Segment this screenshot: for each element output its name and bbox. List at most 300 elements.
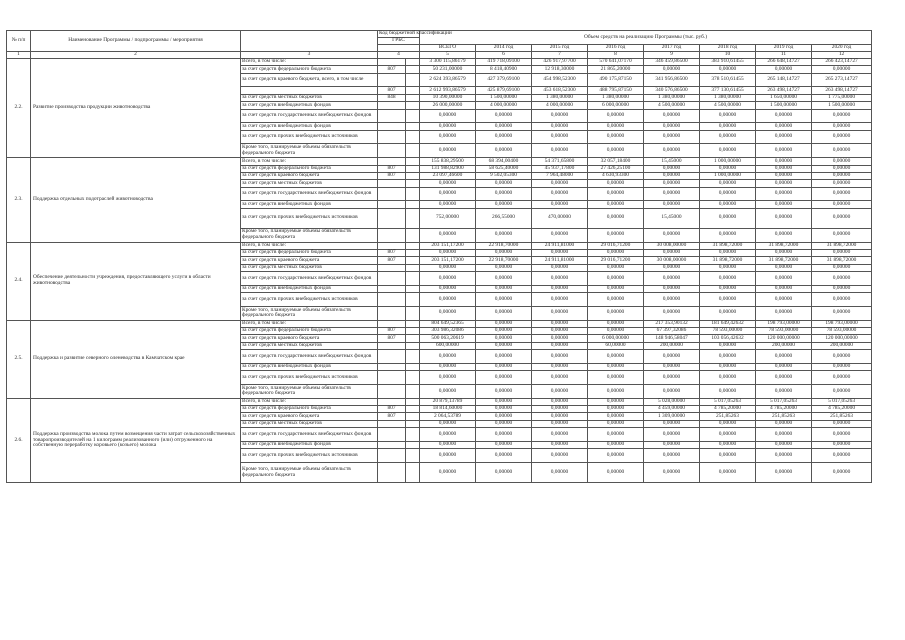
code-subcell	[406, 428, 420, 442]
funding-source: за счет средств внебюджетных фондов	[241, 102, 378, 109]
value-year: 377 130,61455	[700, 87, 756, 94]
value-year: 266,55000	[476, 208, 532, 228]
code-subcell	[406, 123, 420, 130]
value-year: 0,00000	[588, 271, 644, 285]
value-year: 7 964,48000	[532, 172, 588, 179]
code-subcell	[406, 363, 420, 370]
value-year: 0,00000	[812, 158, 872, 165]
value-year: 1 000,00000	[700, 158, 756, 165]
value-year: 4 000,00000	[532, 102, 588, 109]
funding-source: Всего, в том числе:	[241, 59, 378, 66]
value-year: 0,00000	[588, 406, 644, 413]
value-total: 2 612 993,86579	[420, 87, 476, 94]
funding-source: за счет средств местных бюджетов	[241, 94, 378, 101]
value-year: 0,00000	[532, 130, 588, 144]
value-year: 0,00000	[812, 66, 872, 73]
value-year: 0,00000	[644, 285, 700, 292]
value-total: 2 064,53789	[420, 413, 476, 420]
header-year: 2014 год	[476, 45, 532, 52]
value-year: 0,00000	[700, 208, 756, 228]
value-year: 0,00000	[476, 306, 532, 320]
value-year: 120 000,00000	[756, 335, 812, 342]
value-year: 0,00000	[812, 271, 872, 285]
value-year: 0,00000	[812, 201, 872, 208]
value-year: 0,00000	[644, 201, 700, 208]
value-year: 0,00000	[644, 420, 700, 427]
value-year: 0,00000	[812, 130, 872, 144]
value-year: 0,00000	[532, 463, 588, 483]
value-year: 378 510,61455	[700, 73, 756, 87]
funding-source: Кроме того, планируемые объемы обязательств федерального бюджета	[241, 144, 378, 158]
value-year: 1 380,00000	[532, 94, 588, 101]
value-year: 0,00000	[756, 130, 812, 144]
code-subcell	[406, 94, 420, 101]
grbs-code	[378, 123, 406, 130]
value-year: 0,00000	[700, 441, 756, 448]
section-number: 2.2.	[7, 59, 31, 158]
value-year: 78 593,00000	[700, 328, 756, 335]
value-year: 0,00000	[532, 187, 588, 201]
value-year: 0,00000	[532, 201, 588, 208]
table-row	[7, 158, 872, 165]
value-year: 0,00000	[588, 420, 644, 427]
column-number: 5	[420, 52, 476, 59]
value-year: 0,00000	[476, 384, 532, 398]
funding-source: за счет средств краевого бюджета	[241, 413, 378, 420]
value-year: 0,00000	[476, 441, 532, 448]
value-year: 0,00000	[756, 158, 812, 165]
code-subcell	[406, 201, 420, 208]
value-total: 0,00000	[420, 463, 476, 483]
value-year: 1 309,00000	[644, 413, 700, 420]
funding-source: за счет средств федерального бюджета	[241, 328, 378, 335]
grbs-code	[378, 228, 406, 242]
value-total: 26 000,00000	[420, 102, 476, 109]
value-year: 78 593,00000	[812, 328, 872, 335]
column-number: 10	[700, 52, 756, 59]
funding-source: Всего, в том числе:	[241, 158, 378, 165]
value-year: 0,00000	[700, 130, 756, 144]
value-year: 0,00000	[812, 208, 872, 228]
value-year: 0,00000	[588, 123, 644, 130]
value-year: 0,00000	[812, 285, 872, 292]
value-total: 0,00000	[420, 371, 476, 385]
value-year: 0,00000	[588, 180, 644, 187]
value-year: 0,00000	[476, 413, 532, 420]
value-year: 0,00000	[756, 428, 812, 442]
value-year: 0,00000	[756, 271, 812, 285]
value-year: 1 380,00000	[644, 94, 700, 101]
value-year: 4 500,00000	[644, 102, 700, 109]
value-year: 0,00000	[588, 350, 644, 364]
value-total: 0,00000	[420, 441, 476, 448]
value-year: 0,00000	[476, 371, 532, 385]
funding-source: за счет средств местных бюджетов	[241, 264, 378, 271]
value-year: 0,00000	[588, 187, 644, 201]
value-year: 0,00000	[700, 293, 756, 307]
value-year: 0,00000	[588, 463, 644, 483]
value-total: 0,00000	[420, 306, 476, 320]
value-year: 0,00000	[756, 363, 812, 370]
value-total: 0,00000	[420, 180, 476, 187]
value-year: 0,00000	[532, 384, 588, 398]
code-subcell	[406, 180, 420, 187]
value-year: 0,00000	[644, 123, 700, 130]
value-year: 22 918,70000	[476, 257, 532, 264]
value-year: 0,00000	[588, 293, 644, 307]
value-year: 0,00000	[532, 350, 588, 364]
document-page	[6, 30, 867, 622]
value-year: 0,00000	[532, 420, 588, 427]
value-year: 425 879,69100	[476, 87, 532, 94]
value-year: 4 630,93300	[588, 172, 644, 179]
value-year: 0,00000	[476, 328, 532, 335]
value-year: 31 898,72000	[756, 257, 812, 264]
value-year: 0,00000	[812, 428, 872, 442]
code-subcell	[406, 342, 420, 349]
value-year: 12 918,30000	[532, 66, 588, 73]
value-year: 200,00000	[644, 342, 700, 349]
grbs-code	[378, 187, 406, 201]
value-year: 0,00000	[644, 441, 700, 448]
value-year: 0,00000	[588, 109, 644, 123]
code-subcell	[406, 73, 420, 87]
funding-source: за счет средств прочих внебюджетных источников	[241, 293, 378, 307]
value-year: 0,00000	[756, 264, 812, 271]
value-year: 0,00000	[588, 413, 644, 420]
value-year: 0,00000	[756, 172, 812, 179]
value-year: 0,00000	[700, 249, 756, 256]
funding-source: за счет средств внебюджетных фондов	[241, 201, 378, 208]
value-year: 15,45000	[644, 158, 700, 165]
value-year: 5 017,05263	[812, 398, 872, 405]
code-subcell	[406, 228, 420, 242]
value-year: 0,00000	[756, 371, 812, 385]
value-year: 4 459,00000	[644, 406, 700, 413]
value-year: 0,00000	[812, 228, 872, 242]
value-year: 0,00000	[532, 413, 588, 420]
value-year: 0,00000	[588, 130, 644, 144]
section-number: 2.5.	[7, 320, 31, 398]
value-total: 20 879,13789	[420, 398, 476, 405]
value-year: 0,00000	[532, 342, 588, 349]
value-year: 1 650,00000	[756, 94, 812, 101]
table-row	[7, 59, 872, 66]
value-year: 0,00000	[812, 449, 872, 463]
value-year: 0,00000	[476, 249, 532, 256]
value-year: 0,00000	[588, 208, 644, 228]
value-year: 0,00000	[812, 144, 872, 158]
value-total: 0,00000	[420, 420, 476, 427]
value-year: 0,00000	[700, 228, 756, 242]
funding-source: за счет средств прочих внебюджетных источников	[241, 449, 378, 463]
value-year: 0,00000	[700, 180, 756, 187]
value-year: 0,00000	[644, 165, 700, 172]
value-year: 0,00000	[812, 363, 872, 370]
grbs-code: 807	[378, 335, 406, 342]
funding-source: за счет средств федерального бюджета	[241, 66, 378, 73]
value-year: 0,00000	[644, 306, 700, 320]
value-year: 0,00000	[644, 384, 700, 398]
value-year: 0,00000	[756, 449, 812, 463]
funding-source: за счет средств федерального бюджета	[241, 165, 378, 172]
code-subcell	[406, 208, 420, 228]
value-year: 9 502,05300	[476, 172, 532, 179]
section-name: Поддержка и развитие северного оленеводства в Камчатском крае	[31, 320, 241, 398]
code-subcell	[406, 130, 420, 144]
value-year: 0,00000	[532, 428, 588, 442]
value-year: 0,00000	[756, 285, 812, 292]
funding-source: Кроме того, планируемые объемы обязательств федерального бюджета	[241, 228, 378, 242]
value-year: 0,00000	[532, 293, 588, 307]
code-subcell	[406, 306, 420, 320]
value-year: 0,00000	[644, 66, 700, 73]
funding-source: за счет средств внебюджетных фондов	[241, 441, 378, 448]
code-subcell	[406, 406, 420, 413]
value-year: 0,00000	[476, 320, 532, 327]
value-year: 0,00000	[756, 144, 812, 158]
value-year: 0,00000	[812, 249, 872, 256]
value-year: 0,00000	[532, 320, 588, 327]
value-year: 0,00000	[476, 449, 532, 463]
code-subcell	[406, 285, 420, 292]
value-total: 0,00000	[420, 109, 476, 123]
header-year: 2018 год	[700, 45, 756, 52]
value-year: 0,00000	[588, 328, 644, 335]
value-year: 30 008,00000	[644, 257, 700, 264]
grbs-code	[378, 102, 406, 109]
code-subcell	[406, 271, 420, 285]
value-year: 0,00000	[476, 187, 532, 201]
value-year: 1 380,00000	[700, 94, 756, 101]
value-year: 0,00000	[532, 335, 588, 342]
value-total: 3 300 115,86179	[420, 59, 476, 66]
value-year: 0,00000	[700, 371, 756, 385]
value-total: 0,00000	[420, 271, 476, 285]
value-year: 6 000,00000	[588, 335, 644, 342]
column-number: 4	[378, 52, 420, 59]
value-year: 0,00000	[644, 144, 700, 158]
value-year: 0,00000	[588, 398, 644, 405]
value-year: 453 618,52300	[532, 87, 588, 94]
value-year: 0,00000	[644, 172, 700, 179]
value-year: 0,00000	[644, 228, 700, 242]
value-year: 454 998,52300	[532, 73, 588, 87]
column-number: 9	[644, 52, 700, 59]
value-year: 0,00000	[812, 293, 872, 307]
column-number: 2	[31, 52, 241, 59]
value-year: 0,00000	[700, 428, 756, 442]
code-subcell	[406, 242, 420, 249]
value-year: 0,00000	[476, 264, 532, 271]
value-year: 0,00000	[700, 264, 756, 271]
grbs-code: 807	[378, 165, 406, 172]
code-subcell	[406, 249, 420, 256]
value-year: 263 498,14727	[756, 87, 812, 94]
header-year: 2020 год	[812, 45, 872, 52]
value-year: 31 898,72000	[700, 242, 756, 249]
value-year: 426 917,97700	[532, 59, 588, 66]
value-year: 27 426,25100	[588, 165, 644, 172]
value-year: 0,00000	[532, 449, 588, 463]
code-subcell	[406, 413, 420, 420]
value-year: 0,00000	[476, 180, 532, 187]
column-number: 1	[7, 52, 31, 59]
funding-source: Кроме того, планируемые объемы обязательств федерального бюджета	[241, 306, 378, 320]
code-subcell	[406, 109, 420, 123]
column-number: 7	[532, 52, 588, 59]
column-number: 3	[241, 52, 378, 59]
grbs-code: 807	[378, 172, 406, 179]
value-year: 0,00000	[588, 384, 644, 398]
grbs-code	[378, 264, 406, 271]
grbs-code: 807	[378, 87, 406, 94]
value-year: 6 000,00000	[588, 102, 644, 109]
value-year: 0,00000	[532, 180, 588, 187]
code-subcell	[406, 87, 420, 94]
value-total: 0,00000	[420, 201, 476, 208]
value-year: 0,00000	[476, 130, 532, 144]
value-year: 24 911,81000	[532, 242, 588, 249]
value-year: 0,00000	[588, 285, 644, 292]
value-year: 0,00000	[756, 441, 812, 448]
value-year: 0,00000	[812, 165, 872, 172]
value-year: 200,00000	[812, 342, 872, 349]
funding-source: Всего, в том числе:	[241, 320, 378, 327]
value-year: 103 056,42632	[700, 335, 756, 342]
value-year: 0,00000	[700, 363, 756, 370]
value-total: 752,00000	[420, 208, 476, 228]
value-year: 427 379,69100	[476, 73, 532, 87]
funding-source: за счет средств внебюджетных фондов	[241, 285, 378, 292]
value-year: 30 008,00000	[644, 242, 700, 249]
value-year: 31 898,72000	[756, 242, 812, 249]
value-year: 0,00000	[700, 420, 756, 427]
value-total: 0,00000	[420, 293, 476, 307]
value-year: 570 641,07170	[588, 59, 644, 66]
value-total: 303 986,32086	[420, 328, 476, 335]
grbs-code	[378, 342, 406, 349]
section-name: Поддержка производства молока путем возмещения части затрат сельскохозяйственных товаропроизводителей на 1 килограмм реализованного (или) отгруженного на собственную переработку коровьего (козьего) молока	[31, 398, 241, 482]
value-year: 181 649,42632	[700, 320, 756, 327]
grbs-code	[378, 363, 406, 370]
code-subcell	[406, 328, 420, 335]
value-year: 1 500,00000	[812, 102, 872, 109]
value-year: 1 380,00000	[588, 94, 644, 101]
value-total: 600,00000	[420, 342, 476, 349]
value-year: 0,00000	[532, 363, 588, 370]
funding-source: за счет средств местных бюджетов	[241, 342, 378, 349]
grbs-code: 807	[378, 66, 406, 73]
header-year: ВСЕГО	[420, 45, 476, 52]
value-year: 0,00000	[644, 109, 700, 123]
value-year: 0,00000	[700, 123, 756, 130]
funding-source: за счет средств краевого бюджета	[241, 172, 378, 179]
value-year: 0,00000	[700, 384, 756, 398]
value-year: 1 775,00000	[812, 94, 872, 101]
code-subcell	[406, 463, 420, 483]
grbs-code	[378, 73, 406, 87]
section-number: 2.6.	[7, 398, 31, 482]
grbs-code	[378, 350, 406, 364]
value-year: 4 000,00000	[476, 102, 532, 109]
value-year: 0,00000	[700, 285, 756, 292]
value-year: 0,00000	[700, 449, 756, 463]
value-year: 0,00000	[756, 293, 812, 307]
value-year: 31 898,72000	[700, 257, 756, 264]
value-year: 5 017,05263	[700, 398, 756, 405]
value-total: 0,00000	[420, 384, 476, 398]
grbs-code	[378, 201, 406, 208]
value-year: 0,00000	[812, 180, 872, 187]
funding-source: за счет средств прочих внебюджетных источников	[241, 130, 378, 144]
header-year: 2019 год	[756, 45, 812, 52]
code-subcell	[406, 264, 420, 271]
value-total: 804 649,52365	[420, 320, 476, 327]
value-year: 32 057,18400	[588, 158, 644, 165]
value-year: 0,00000	[812, 371, 872, 385]
code-subcell	[406, 165, 420, 172]
value-year: 0,00000	[588, 201, 644, 208]
header-year: 2016 год	[588, 45, 644, 52]
funding-source: за счет средств внебюджетных фондов	[241, 363, 378, 370]
funding-source: за счет средств федерального бюджета	[241, 249, 378, 256]
grbs-code	[378, 59, 406, 66]
value-year: 470,00000	[532, 208, 588, 228]
value-year: 0,00000	[700, 342, 756, 349]
value-year: 24 911,81000	[532, 257, 588, 264]
value-year: 0,00000	[476, 228, 532, 242]
value-year: 15,45000	[644, 208, 700, 228]
value-year: 200,00000	[756, 342, 812, 349]
code-subcell	[406, 187, 420, 201]
value-year: 0,00000	[588, 371, 644, 385]
header-year: 2015 год	[532, 45, 588, 52]
header-grbs: ГРБС	[378, 38, 420, 45]
funding-source: за счет средств внебюджетных фондов	[241, 123, 378, 130]
value-year: 0,00000	[756, 180, 812, 187]
header-year: 2017 год	[644, 45, 700, 52]
grbs-code	[378, 271, 406, 285]
value-year: 0,00000	[644, 363, 700, 370]
value-total: 0,00000	[420, 187, 476, 201]
value-year: 0,00000	[588, 228, 644, 242]
grbs-code: 807	[378, 413, 406, 420]
value-total: 203 151,17200	[420, 242, 476, 249]
column-number: 8	[588, 52, 644, 59]
value-total: 0,00000	[420, 249, 476, 256]
value-year: 0,00000	[644, 449, 700, 463]
value-year: 0,00000	[588, 320, 644, 327]
value-year: 0,00000	[700, 165, 756, 172]
value-year: 0,00000	[644, 249, 700, 256]
funding-source: за счет средств местных бюджетов	[241, 180, 378, 187]
code-subcell	[406, 59, 420, 66]
value-year: 0,00000	[812, 384, 872, 398]
value-year: 29 016,71200	[588, 242, 644, 249]
grbs-code	[378, 180, 406, 187]
code-subcell	[406, 441, 420, 448]
value-year: 0,00000	[532, 441, 588, 448]
value-year: 120 000,00000	[812, 335, 872, 342]
value-year: 29 016,71200	[588, 257, 644, 264]
funding-source: за счет средств государственных внебюджетных фондов	[241, 428, 378, 442]
value-year: 0,00000	[532, 109, 588, 123]
value-year: 0,00000	[812, 109, 872, 123]
value-year: 0,00000	[812, 350, 872, 364]
value-year: 0,00000	[532, 328, 588, 335]
value-year: 198 793,00000	[756, 320, 812, 327]
